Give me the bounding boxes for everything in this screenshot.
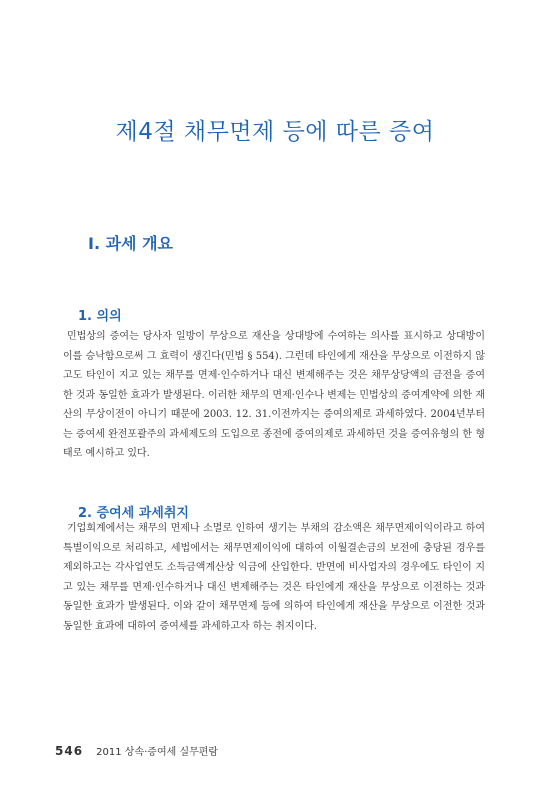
subsection-heading-purpose: 2. 증여세 과세취지 xyxy=(78,506,189,521)
subsection-heading-meaning: 1. 의의 xyxy=(78,309,122,324)
book-title: 2011 상속·증여세 실무편람 xyxy=(96,747,219,758)
chapter-title: 제4절 채무면제 등에 따른 증여 xyxy=(115,119,435,146)
section-heading: Ⅰ. 과세 개요 xyxy=(88,234,173,254)
paragraph-meaning: 민법상의 증여는 당사자 일방이 무상으로 재산을 상대방에 수여하는 의사를 표시하고 상대방이 이를 승낙함으로써 그 효력이 생긴다(민법 § 554). 그런데 타인에게 재산을 무상으로 이전하지 않고도 타인이 지고 있는 채무를 면제·인수하거나 대신 변제해주는 것은 채무상당액의 금전을 증여한 것과 동일한 효과가 발생된다. 이러한 채무의 면제·인수나 변제는 민법상의 증여계약에 의한 재산의 무상이전이 아니기 때문에 2003. 12. 31.이전까지는 증여의제로 과세하였다. 2004년부터는 증여세 완전포괄주의 과세제도의 도입으로 종전에 증여의제로 과세하던 것을 증여유형의 한 형태로 예시하고 있다. xyxy=(63,331,485,459)
page-footer xyxy=(55,740,218,759)
page-number: 546 xyxy=(55,744,84,758)
paragraph-purpose: 기업회계에서는 채무의 면제나 소멸로 인하여 생기는 부채의 감소액은 채무면제이익이라고 하여 특별이익으로 처리하고, 세법에서는 채무면제이익에 대하여 이월결손금의 보전에 충당된 경우를 제외하고는 각사업연도 소득금액계산상 익금에 산입한다. 반면에 비사업자의 경우에도 타인이 지고 있는 채무를 면제·인수하거나 대신 변제해주는 것은 타인에게 재산을 무상으로 이전하는 것과 동일한 효과가 발생된다. 이와 같이 채무면제 등에 의하여 타인에게 재산을 무상으로 이전한 것과 동일한 효과에 대하여 증여세를 과세하고자 하는 취지이다. xyxy=(63,523,485,632)
